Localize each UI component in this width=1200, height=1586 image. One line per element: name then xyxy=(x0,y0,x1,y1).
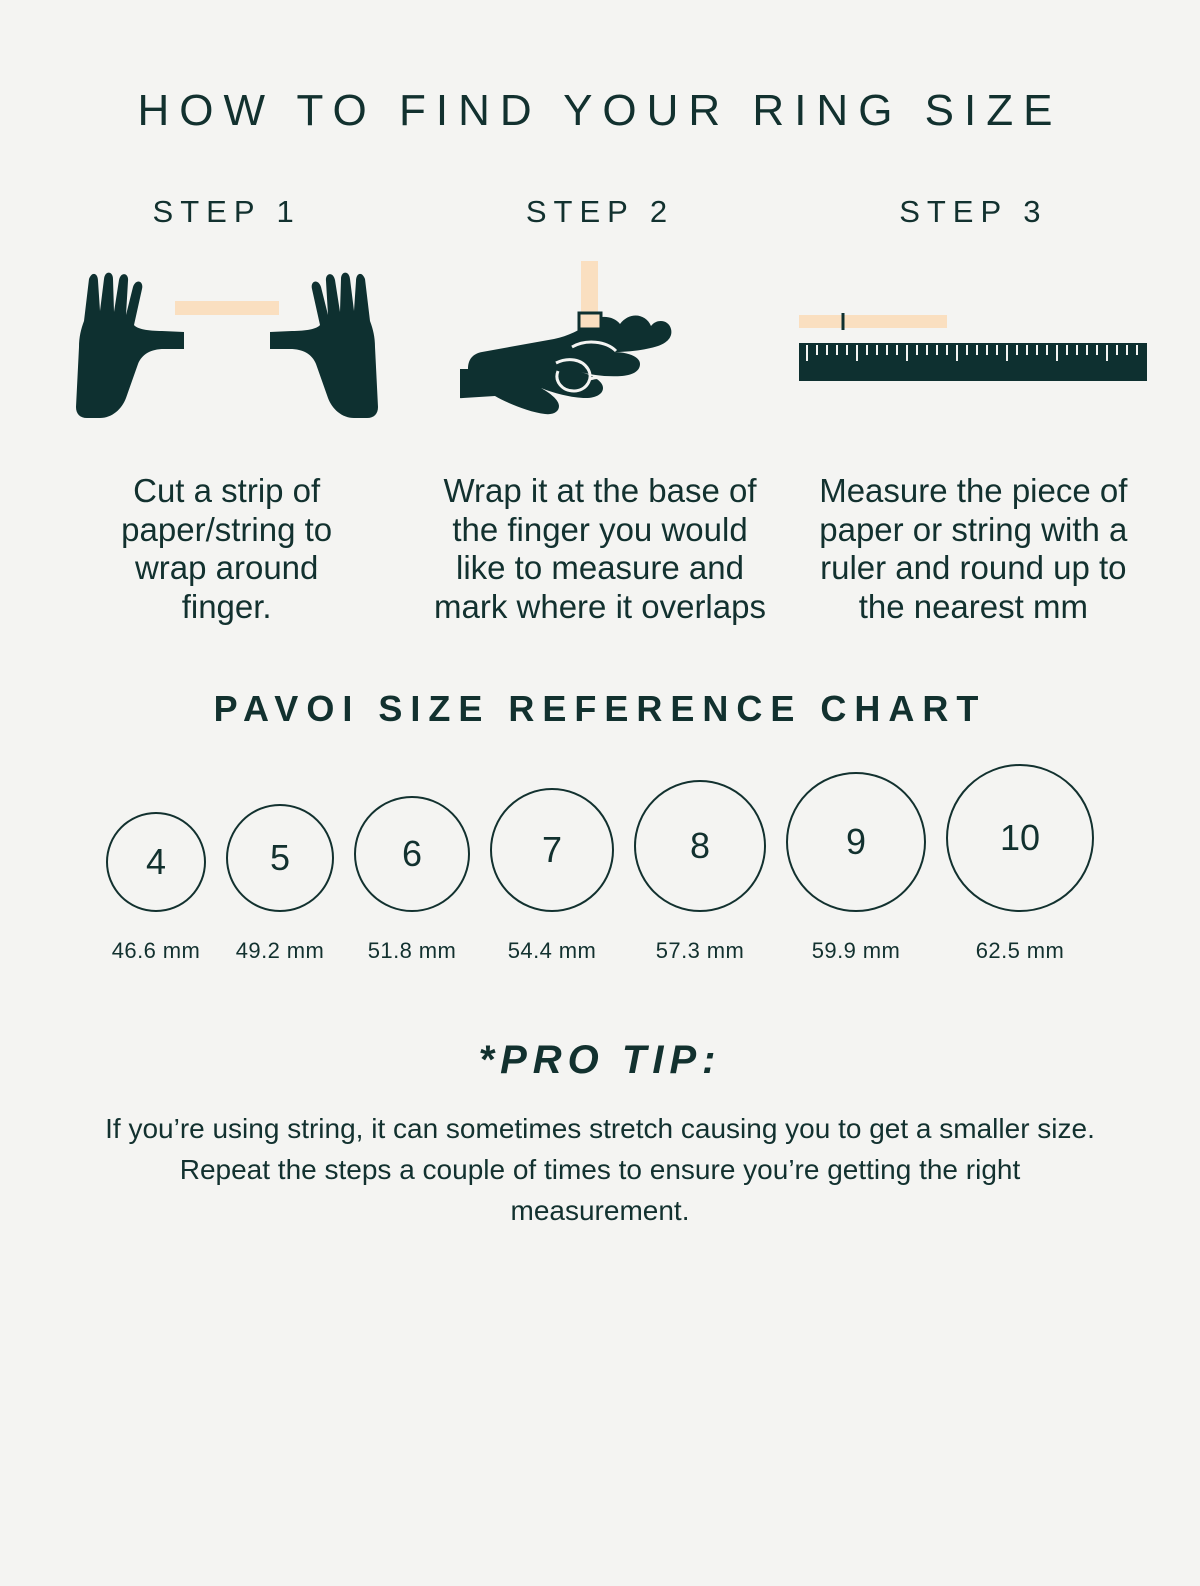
ring-mm-4: 46.6 mm xyxy=(111,938,201,964)
pro-tip-title: *PRO TIP: xyxy=(478,1038,722,1083)
step-1-caption: Cut a strip of paper/string to wrap around finger. xyxy=(121,472,333,625)
hand-wrapping-strip-around-finger-icon xyxy=(413,242,786,472)
ruler-measuring-strip-icon xyxy=(787,242,1160,472)
pro-tip-body: If you’re using string, it can sometimes stretch causing you to get a smaller size. Repeat the steps a couple of times to ensure you’re getting the right measurement. xyxy=(105,1113,1095,1226)
ring-size-item xyxy=(226,804,334,964)
ring-size-item xyxy=(634,780,766,964)
step-1 xyxy=(40,194,413,626)
step-2-caption: Wrap it at the base of the finger you would like to measure and mark where it overlaps xyxy=(434,472,766,625)
ring-mm-10: 62.5 mm xyxy=(975,938,1065,964)
ring-mm-8: 57.3 mm xyxy=(655,938,745,964)
step-2-label: STEP 2 xyxy=(525,194,675,229)
ring-circle-9: 9 xyxy=(786,772,926,912)
ring-size-item xyxy=(354,796,470,964)
ring-circle-10: 10 xyxy=(946,764,1094,912)
ring-mm-7: 54.4 mm xyxy=(507,938,597,964)
ring-mm-9: 59.9 mm xyxy=(811,938,901,964)
step-3-label: STEP 3 xyxy=(899,194,1048,229)
ring-circle-7: 7 xyxy=(490,788,614,912)
step-3 xyxy=(787,194,1160,626)
step-2 xyxy=(413,194,786,626)
ring-circle-6: 6 xyxy=(354,796,470,912)
ring-size-item xyxy=(946,764,1094,964)
ring-mm-6: 51.8 mm xyxy=(367,938,457,964)
size-chart-title: PAVOI SIZE REFERENCE CHART xyxy=(213,688,987,730)
ring-circle-4: 4 xyxy=(106,812,206,912)
size-reference-chart xyxy=(0,764,1200,964)
ring-size-item xyxy=(786,772,926,964)
ring-size-guide xyxy=(0,86,1200,1586)
step-1-label: STEP 1 xyxy=(152,194,301,229)
page-title: HOW TO FIND YOUR RING SIZE xyxy=(137,86,1063,135)
ring-circle-8: 8 xyxy=(634,780,766,912)
ring-circle-5: 5 xyxy=(226,804,334,912)
ring-mm-5: 49.2 mm xyxy=(235,938,325,964)
ring-size-item xyxy=(106,812,206,964)
two-hands-holding-paper-strip-icon xyxy=(40,242,413,472)
steps-row xyxy=(0,194,1200,626)
ring-size-item xyxy=(490,788,614,964)
step-3-caption: Measure the piece of paper or string with a ruler and round up to the nearest mm xyxy=(819,472,1128,625)
